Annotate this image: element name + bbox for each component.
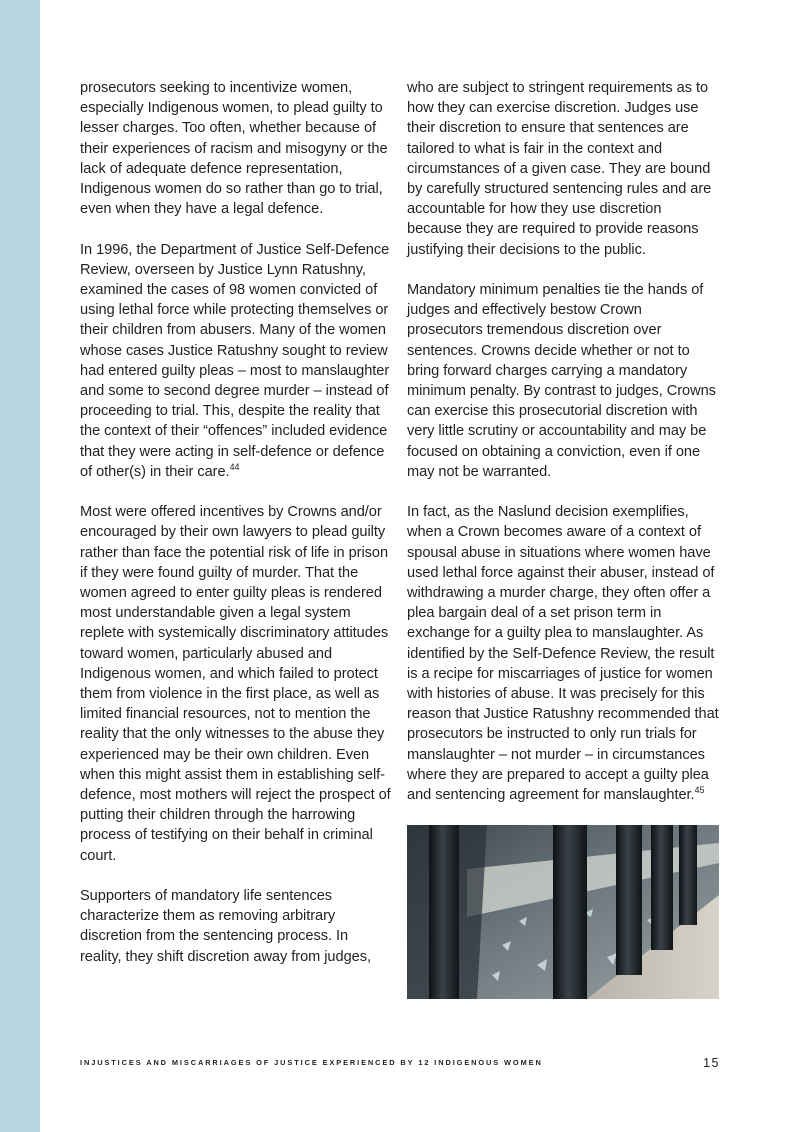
paragraph (407, 502, 719, 805)
footnote-ref[interactable]: 44 (229, 461, 240, 472)
left-text-column (80, 78, 392, 967)
bar (679, 825, 697, 925)
page-number: 15 (703, 1056, 720, 1070)
paragraph: prosecutors seeking to incentivize women, especially Indigenous women, to plead guilty to lesser charges. Too often, whether because of their experiences of racism and misogyny or the lack of adequate defence representation, Indigenous women do so rather than go to trial, even when they have a legal defence. (80, 80, 388, 218)
side-color-band (0, 0, 40, 1132)
paragraph (80, 240, 392, 482)
page-footer (80, 1058, 720, 1072)
footer-title: INJUSTICES AND MISCARRIAGES OF JUSTICE EXPERIENCED BY 12 INDIGENOUS WOMEN (80, 1058, 543, 1067)
prison-bars-photo (407, 825, 719, 999)
bar (429, 825, 459, 999)
paragraph: Most were offered incentives by Crowns and/or encouraged by their own lawyers to plead guilty rather than face the potential risk of life in prison if they were found guilty of murder. That the women agreed to enter guilty pleas is rendered most understandable given a legal system replete with systemically discriminatory attitudes toward women, particularly abused and Indigenous women, and which failed to protect them from violence in the first place, as well as limited financial resources, not to mention the reality that the only witnesses to the abuse they experienced may be their own children. Even when this might assist them in establishing self-defence, most mothers will reject the prospect of putting their children through the harrowing process of testifying on their behalf in criminal court. (80, 504, 391, 864)
paragraph: who are subject to stringent requirements as to how they can exercise discretion. Judges use their discretion to ensure that sentences are tailored to what is fair in the context and circumstances of a given case. They are bound by carefully structured sentencing rules and are accountable for how they use discretion because they are required to provide reasons justifying their decisions to the public. (407, 80, 712, 258)
paragraph: Mandatory minimum penalties tie the hands of judges and effectively bestow Crown prosecutors tremendous discretion over sentences. Crowns decide whether or not to bring forward charges carrying a mandatory minimum penalty. By contrast to judges, Crowns can exercise this prosecutorial discretion with very little scrutiny or accountability and may be focused on obtaining a conviction, even if one may not be warranted. (407, 282, 716, 480)
paragraph-text: In 1996, the Department of Justice Self-Defence Review, overseen by Justice Lynn Ratushny, examined the cases of 98 women convicted of using lethal force while protecting themselves or their children from abusers. Many of the women whose cases Justice Ratushny sought to review had entered guilty pleas – most to manslaughter and some to second degree murder – instead of proceeding to trial. This, despite the reality that the context of their “offences” included evidence that they were acting in self-defence or defence of other(s) in their care. (80, 241, 390, 480)
bar (651, 825, 673, 950)
right-text-column (407, 78, 719, 999)
bar (553, 825, 587, 999)
paragraph: Supporters of mandatory life sentences characterize them as removing arbitrary discretion from the sentencing process. In reality, they shift discretion away from judges, (80, 888, 371, 965)
bar (616, 825, 642, 975)
footnote-ref[interactable]: 45 (694, 785, 705, 796)
paragraph-text: In fact, as the Naslund decision exemplifies, when a Crown becomes aware of a context of spousal abuse in situations where women have used lethal force against their abuser, instead of withdrawing a murder charge, they often offer a plea bargain deal of a set prison term in exchange for a guilty plea to manslaughter. As identified by the Self-Defence Review, the result is a recipe for miscarriages of justice for women with histories of abuse. It was precisely for this reason that Justice Ratushny recommended that prosecutors be instructed to only run trials for manslaughter – not murder – in circumstances where they are prepared to accept a guilty plea and sentencing agreement for manslaughter. (407, 504, 719, 804)
